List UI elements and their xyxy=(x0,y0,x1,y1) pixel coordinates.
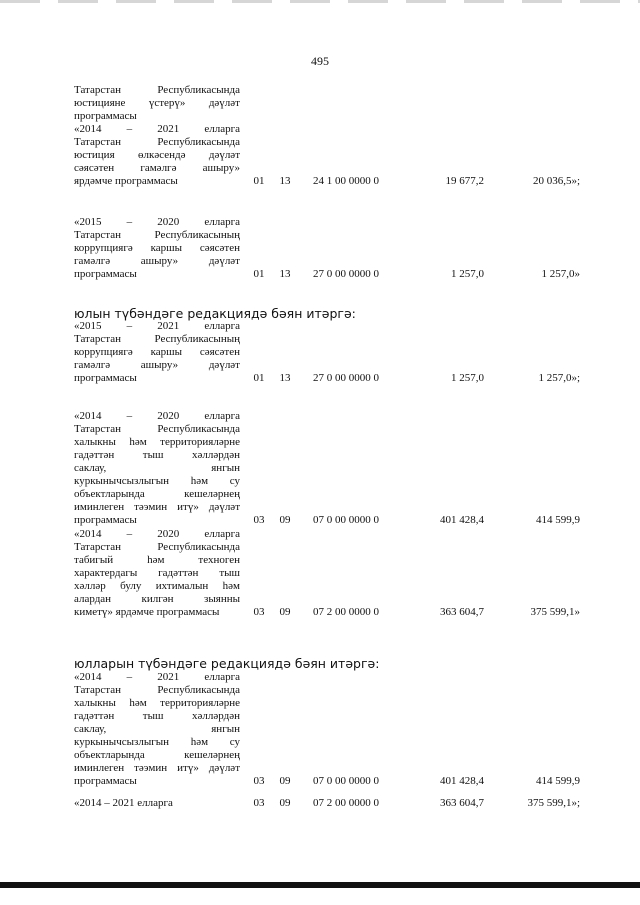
amendment-note: юлларын түбәндәге редакциядә бәян итәргә: xyxy=(74,656,380,671)
amount-year-2: 375 599,1»; xyxy=(527,797,580,809)
program-name xyxy=(74,797,240,810)
target-article-code: 07 2 00 0000 0 xyxy=(313,606,379,618)
bottom-edge-line xyxy=(0,882,640,888)
program-name-line: халыкны һәм территорияләрне xyxy=(74,436,240,448)
program-name xyxy=(74,320,240,385)
program-name-line: ярдәмче программасы xyxy=(74,175,178,187)
program-name-line: иминлеген тәэмин итү» дәүләт xyxy=(74,501,240,513)
amount-year-2: 414 599,9 xyxy=(536,775,580,787)
table-row xyxy=(74,528,604,619)
page-number: 495 xyxy=(311,54,329,68)
program-name-line: программасы xyxy=(74,372,137,384)
program-name xyxy=(74,216,240,281)
program-name-line: характердагы гадәттән тыш xyxy=(74,567,240,579)
target-article-code: 07 0 00 0000 0 xyxy=(313,775,379,787)
amount-year-1: 1 257,0 xyxy=(451,372,484,384)
program-name-line: коррупциягә каршы сәясәтен xyxy=(74,242,240,254)
program-name-line: «2014 – 2021 елларга xyxy=(74,797,173,809)
program-name-line: Татарстан Республикасында xyxy=(74,423,240,435)
amount-year-1: 363 604,7 xyxy=(440,606,484,618)
program-name-line: табигый һәм техноген xyxy=(74,554,240,566)
amount-year-1: 1 257,0 xyxy=(451,268,484,280)
program-name xyxy=(74,528,240,619)
program-name-line: «2014 – 2020 елларга xyxy=(74,410,240,422)
top-edge-line xyxy=(0,0,640,3)
program-name-line: юстиция өлкәсендә дәүләт xyxy=(74,149,240,161)
target-article-code: 07 0 00 0000 0 xyxy=(313,514,379,526)
table-row xyxy=(74,797,604,810)
program-name-line: иминлеген тәэмин итү» дәүләт xyxy=(74,762,240,774)
program-name-line: «2014 – 2021 елларга xyxy=(74,671,240,683)
program-name-line: Татарстан Республикасында xyxy=(74,684,240,696)
program-name-line: саклау, янгын xyxy=(74,462,240,474)
amount-year-2: 375 599,1» xyxy=(530,606,580,618)
program-name-line: гадәттән тыш хәлләрдән xyxy=(74,449,240,461)
program-name-line: «2014 – 2021 елларга xyxy=(74,123,240,135)
program-name-line: халыкны һәм территорияләрне xyxy=(74,697,240,709)
amount-year-1: 19 677,2 xyxy=(445,175,484,187)
section-code: 03 xyxy=(253,514,265,526)
amount-year-1: 401 428,4 xyxy=(440,775,484,787)
program-name-line: коррупциягә каршы сәясәтен xyxy=(74,346,240,358)
program-name-line: сәясәтен гамәлгә ашыру» xyxy=(74,162,240,174)
target-article-code: 07 2 00 0000 0 xyxy=(313,797,379,809)
program-name-line: алардан килгән зыянны xyxy=(74,593,240,605)
target-article-code: 27 0 00 0000 0 xyxy=(313,372,379,384)
program-name-line: «2015 – 2020 елларга xyxy=(74,216,240,228)
program-name-line: программасы xyxy=(74,268,137,280)
section-code: 03 xyxy=(253,606,265,618)
program-name-line: «2014 – 2020 елларга xyxy=(74,528,240,540)
amount-year-1: 363 604,7 xyxy=(440,797,484,809)
program-name-line: гамәлгә ашыру» дәүләт xyxy=(74,359,240,371)
target-article-code: 24 1 00 0000 0 xyxy=(313,175,379,187)
amount-year-2: 1 257,0»; xyxy=(538,372,580,384)
program-name-line: программасы xyxy=(74,514,137,526)
subsection-code: 09 xyxy=(279,606,291,618)
program-name-line: гадәттән тыш хәлләрдән xyxy=(74,710,240,722)
table-row xyxy=(74,84,604,188)
program-name-line: Татарстан Республикасында xyxy=(74,84,240,96)
program-name-line: куркынычсызлыгын һәм су xyxy=(74,736,240,748)
program-name-line: программасы xyxy=(74,775,137,787)
program-name-line: куркынычсызлыгын һәм су xyxy=(74,475,240,487)
amount-year-2: 20 036,5»; xyxy=(532,175,580,187)
program-name xyxy=(74,671,240,788)
section-code: 01 xyxy=(253,175,265,187)
program-name-line: программасы xyxy=(74,110,137,122)
subsection-code: 13 xyxy=(279,372,291,384)
target-article-code: 27 0 00 0000 0 xyxy=(313,268,379,280)
section-code: 03 xyxy=(253,775,265,787)
program-name-line: саклау, янгын xyxy=(74,723,240,735)
program-name-line: «2015 – 2021 елларга xyxy=(74,320,240,332)
subsection-code: 09 xyxy=(279,514,291,526)
subsection-code: 09 xyxy=(279,775,291,787)
table-row xyxy=(74,320,604,385)
subsection-code: 13 xyxy=(279,175,291,187)
subsection-code: 13 xyxy=(279,268,291,280)
program-name-line: объектларында кешеләрнең xyxy=(74,488,240,500)
program-name-line: хәлләр булу ихтималын һәм xyxy=(74,580,240,592)
program-name-line: гамәлгә ашыру» дәүләт xyxy=(74,255,240,267)
program-name-line: Татарстан Республикасында xyxy=(74,136,240,148)
program-name-line: Татарстан Республикасының xyxy=(74,333,240,345)
amount-year-2: 1 257,0» xyxy=(541,268,580,280)
amendment-note: юлын түбәндәге редакциядә бәян итәргә: xyxy=(74,306,356,321)
section-code: 03 xyxy=(253,797,265,809)
program-name-line: Татарстан Республикасында xyxy=(74,541,240,553)
amount-year-1: 401 428,4 xyxy=(440,514,484,526)
program-name-line: объектларында кешеләрнең xyxy=(74,749,240,761)
program-name-line: юстицияне үстерү» дәүләт xyxy=(74,97,240,109)
program-name-line: Татарстан Республикасының xyxy=(74,229,240,241)
table-row xyxy=(74,671,604,788)
program-name xyxy=(74,84,240,188)
table-row xyxy=(74,410,604,527)
subsection-code: 09 xyxy=(279,797,291,809)
section-code: 01 xyxy=(253,268,265,280)
table-row xyxy=(74,216,604,281)
section-code: 01 xyxy=(253,372,265,384)
program-name-line: киметү» ярдәмче программасы xyxy=(74,606,220,618)
amount-year-2: 414 599,9 xyxy=(536,514,580,526)
program-name xyxy=(74,410,240,527)
